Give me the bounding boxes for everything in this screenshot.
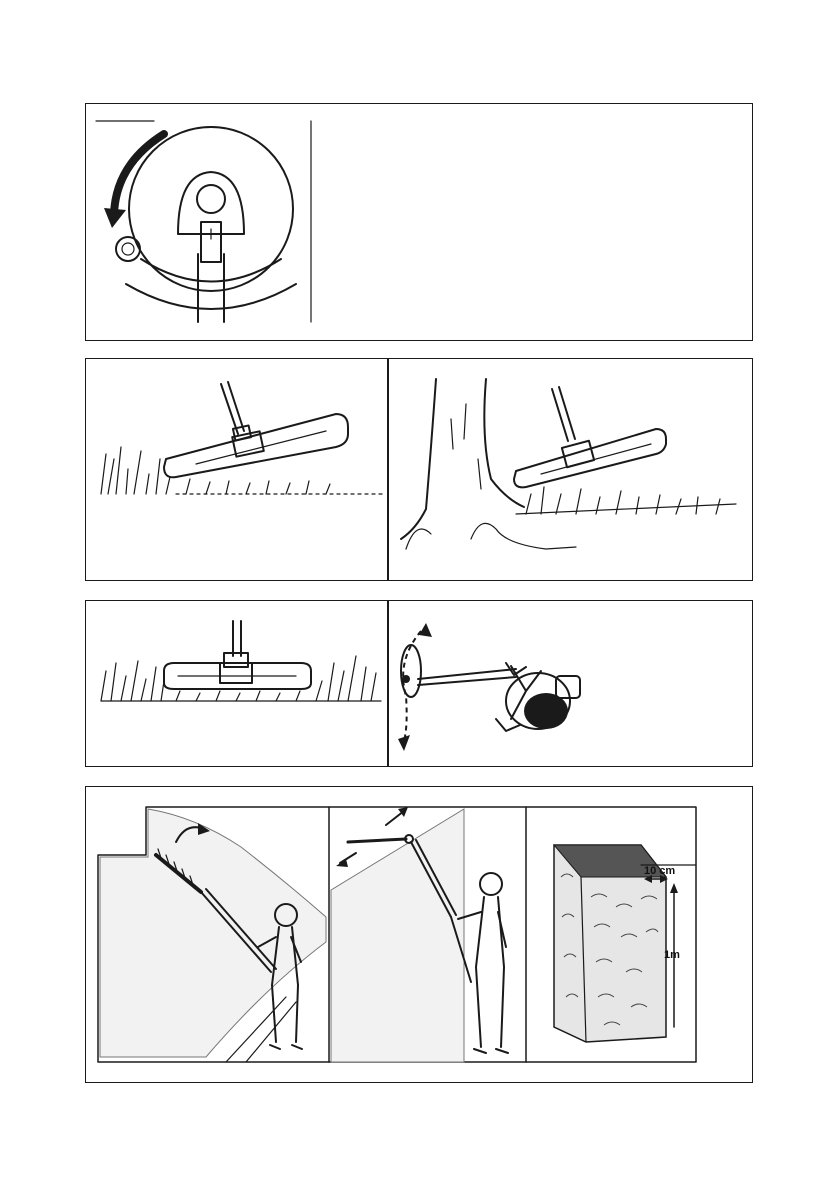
sweeping-technique-illustration <box>86 601 754 768</box>
blade-rotation-illustration <box>86 104 754 342</box>
hedge-trimming-panel <box>85 786 753 1083</box>
sweeping-technique-panel <box>85 600 753 767</box>
blade-rotation-panel <box>85 103 753 341</box>
height-label: 1m <box>664 949 680 961</box>
gear-head <box>178 172 244 234</box>
tilted-blade-icon <box>164 382 348 477</box>
grass-right <box>516 487 736 514</box>
rotation-arrow-icon <box>114 134 164 214</box>
operator-topview-icon <box>401 645 580 731</box>
grass-left <box>101 447 386 494</box>
depth-label: 10 cm <box>644 865 676 877</box>
shaft <box>198 254 224 322</box>
cutting-positions-panel <box>85 358 753 581</box>
level-blade-icon <box>164 621 311 689</box>
hedge-trimming-illustration <box>86 787 754 1084</box>
tree-trunk-icon <box>401 379 576 549</box>
hedge-middle <box>331 809 464 1062</box>
cutting-positions-illustration <box>86 359 754 582</box>
blade-near-tree-icon <box>514 387 666 487</box>
knob-icon <box>116 237 140 261</box>
